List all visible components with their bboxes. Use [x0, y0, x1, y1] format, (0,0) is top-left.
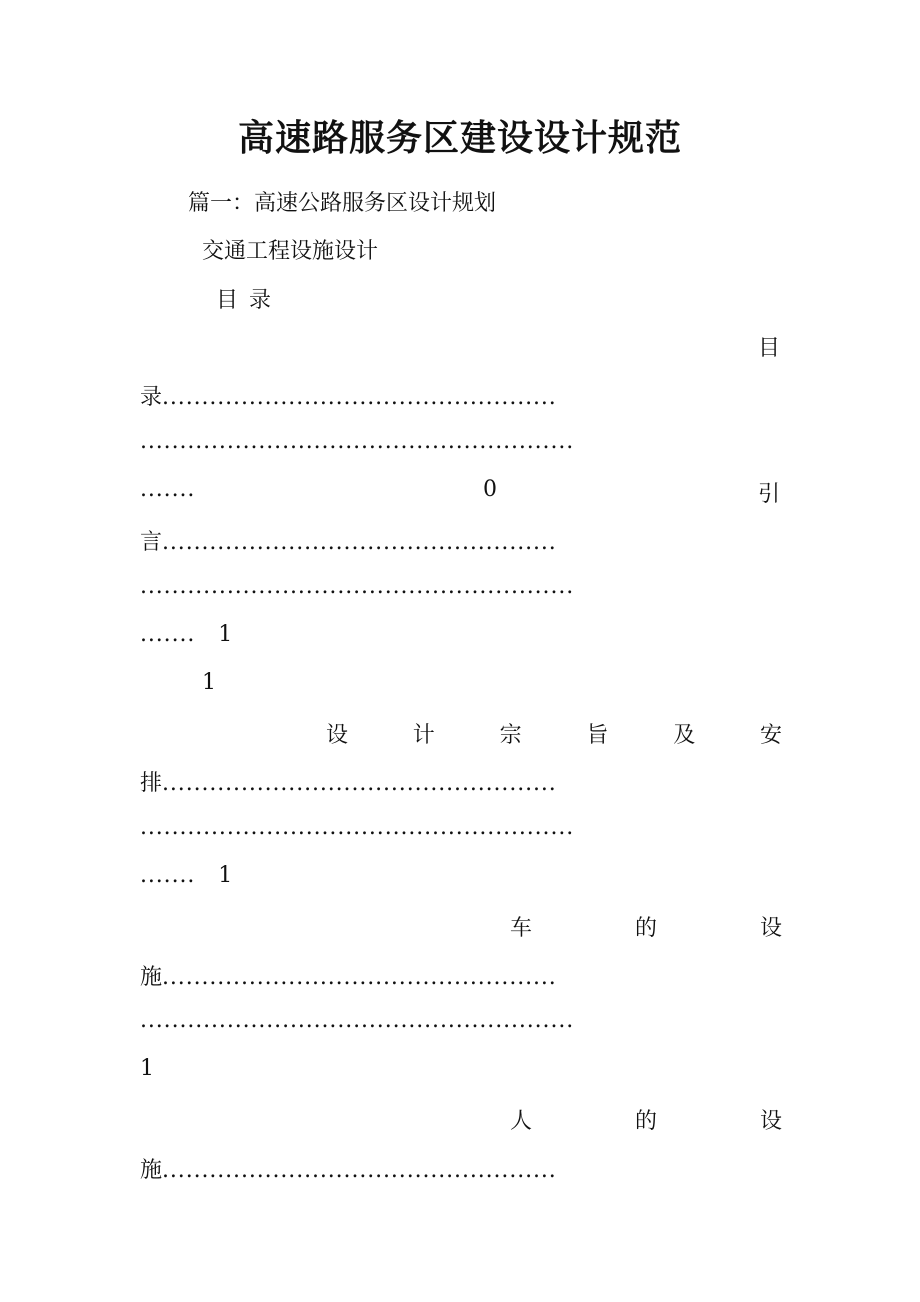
toc-word: 及: [673, 723, 696, 748]
toc-entry-3-head: 排: [140, 771, 163, 796]
toc-entry-3-end: [140, 863, 780, 893]
toc-entry-1-page: 0: [483, 477, 497, 502]
document-title: 高速路服务区建设设计规范: [237, 117, 682, 159]
toc-entry-3-page: 1: [218, 863, 233, 888]
toc-word: 人: [510, 1109, 533, 1134]
toc-entry-2-line[interactable]: [140, 525, 780, 555]
toc-heading: 目 录: [216, 288, 273, 313]
leader-dots: .......: [140, 863, 196, 888]
leader-dots: .......: [140, 622, 196, 647]
toc-entry-1-tail: 目: [758, 336, 781, 361]
toc-entry-5-line[interactable]: [140, 1153, 780, 1183]
toc-word: 设: [326, 723, 349, 748]
leader-dots: ..................................................: [162, 1158, 557, 1183]
leader-dots: ..................................................: [162, 385, 557, 410]
toc-entry-3-number: 1: [202, 670, 216, 695]
subtitle: 交通工程设施设计: [202, 239, 379, 264]
toc-entry-4-head: 施: [140, 965, 163, 990]
toc-word: 计: [412, 723, 435, 748]
toc-entry-3-words: [326, 718, 782, 749]
toc-word: 的: [634, 916, 657, 941]
toc-entry-5-words: [510, 1104, 782, 1135]
toc-word: 的: [634, 1109, 657, 1134]
leader-dots: ..................................................: [162, 771, 557, 796]
toc-word: 安: [759, 723, 782, 748]
leader-dots-line: .......................................................: [140, 574, 575, 599]
section-heading: 篇一：高速公路服务区设计规划: [188, 191, 497, 216]
leader-dots: .......: [140, 477, 196, 502]
toc-entry-5-head: 施: [140, 1158, 163, 1183]
toc-entry-2-head: 言: [140, 530, 163, 555]
leader-dots-line: .......................................................: [140, 815, 575, 840]
toc-word: 旨: [586, 723, 609, 748]
toc-entry-2-end: [140, 622, 780, 652]
toc-entry-4-words: [510, 911, 782, 942]
toc-word: 设: [759, 1109, 782, 1134]
leader-dots-line: .......................................................: [140, 429, 575, 454]
toc-word: 设: [759, 916, 782, 941]
toc-entry-3-line[interactable]: [140, 766, 780, 796]
toc-entry-1-end: [140, 477, 780, 507]
toc-entry-1-head: 录: [140, 385, 163, 410]
toc-entry-4-page: 1: [140, 1056, 154, 1081]
leader-dots: ..................................................: [162, 530, 557, 555]
toc-entry-2-page: 1: [218, 622, 233, 647]
leader-dots: ..................................................: [162, 965, 557, 990]
toc-entry-4-line[interactable]: [140, 960, 780, 990]
leader-dots-line: .......................................................: [140, 1008, 575, 1033]
toc-word: 车: [510, 916, 533, 941]
toc-entry-1-line[interactable]: [140, 380, 780, 410]
toc-word: 宗: [499, 723, 522, 748]
toc-entry-2-tail: 引: [758, 482, 781, 507]
